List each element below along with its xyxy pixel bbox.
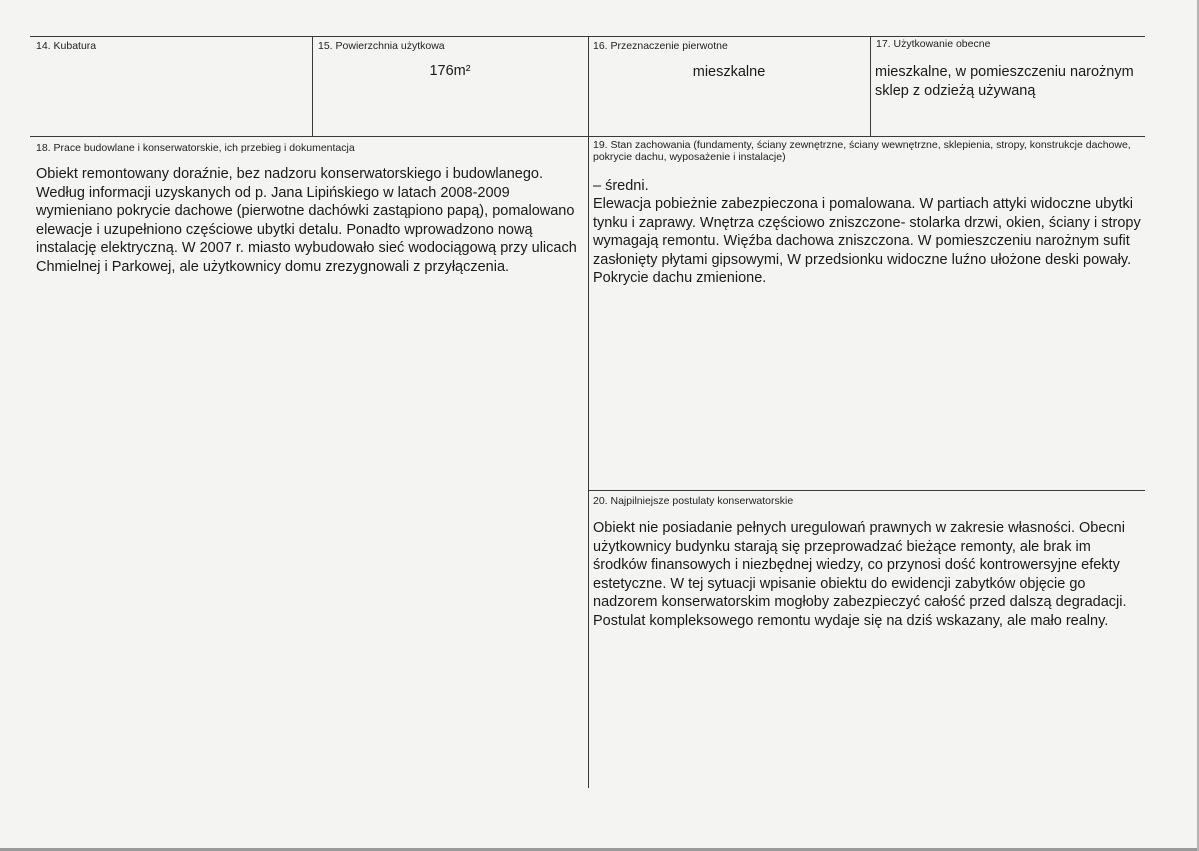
field-15-value: 176m²	[429, 63, 471, 79]
field-15-label: 15. Powierzchnia użytkowa	[318, 40, 445, 52]
field-17-value: mieszkalne, w pomieszczeniu narożnym sklep z odzieżą używaną	[875, 64, 1134, 99]
field-17-label: 17. Użytkowanie obecne	[876, 38, 991, 50]
field-14-label: 14. Kubatura	[36, 40, 97, 52]
field-18-label: 18. Prace budowlane i konserwatorskie, ich przebieg i dokumentacja	[36, 142, 355, 154]
field-20-label: 20. Najpilniejsze postulaty konserwatorskie	[593, 495, 794, 507]
field-18-value: Obiekt remontowany doraźnie, bez nadzoru konserwatorskiego i budowlanego. Według informacji uzyskanych od p. Jana Lipińskiego w latach 2008-2009 wymieniano pokrycie dachowe (pierwotne dachówki zastąpiono papą), pomalowano elewacje i uzupełniono częściowe ubytki detalu. Ponadto wprowadzono nową instalację elektryczną. W 2007 r. miasto wybudowało sieć wodociągową przy ulicach Chmielnej i Parkowej, ale użytkownicy domu zrezygnowali z przyłączenia.	[36, 166, 577, 275]
col-divider-3	[870, 36, 871, 136]
section-20-divider	[588, 490, 1145, 491]
field-20-value: Obiekt nie posiadanie pełnych uregulowań prawnych w zakresie własności. Obecni użytkownicy budynku starają się przeprowadzać bieżące remonty, ale brak im środków finansowych i niezbędnej wiedzy, co przynosi dość kontrowersyjne efekty estetyczne. W tej sytuacji wpisanie obiektu do ewidencji zabytków objęcie go nadzorem konserwatorskim mogłoby zabezpieczyć całość przed dalszą degradacji. Postulat kompleksowego remontu wydaje się na dziś wskazany, ale mało realny.	[593, 520, 1127, 629]
field-19-status: – średni.	[593, 178, 649, 194]
field-16-label: 16. Przeznaczenie pierwotne	[593, 40, 728, 52]
col-divider-1	[312, 36, 313, 136]
field-19-label: 19. Stan zachowania (fundamenty, ściany zewnętrzne, ściany wewnętrzne, sklepienia, stropy, konstrukcje dachowe, pokrycie dachu, wyposażenie i instalacje)	[593, 139, 1131, 163]
field-19-value: Elewacja pobieżnie zabezpieczona i pomalowana. W partiach attyki widoczne ubytki tynku i zaprawy. Wnętrza częściowo zniszczone- stolarka drzwi, okien, ściany i stropy wymagają remontu. Więźba dachowa zniszczona. W pomieszczeniu narożnym sufit zasłonięty płytami gipsowymi, W przedsionku widoczne luźno ułożone deski powały. Pokrycie dachu zmienione.	[593, 196, 1141, 286]
col-divider-2	[588, 36, 589, 788]
field-16-value: mieszkalne	[692, 64, 766, 80]
